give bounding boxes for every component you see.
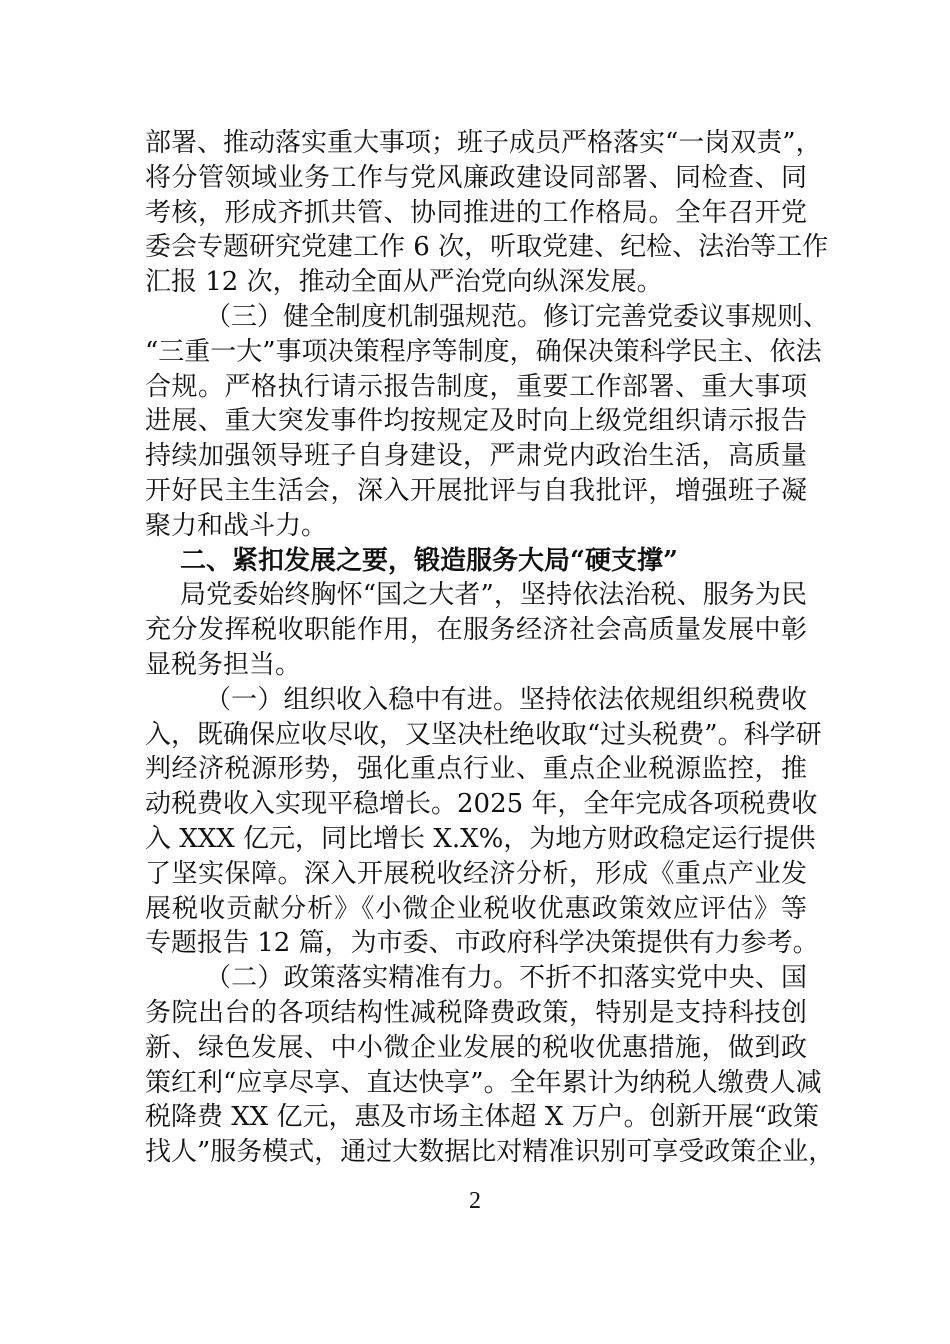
section-heading: 二、紧扣发展之要，锻造服务大局“硬支撑” — [180, 545, 678, 576]
subsection-heading-line: （三）健全制度机制强规范。修订完善党委议事规则、 — [205, 301, 830, 332]
text-line: 动税费收入实现平稳增长。2025 年，全年完成各项税费收 — [145, 789, 818, 820]
text-line: 进展、重大突发事件均按规定及时向上级党组织请示报告 — [145, 406, 807, 437]
text-line: 部署、推动落实重大事项；班子成员严格落实“一岗双责”， — [145, 128, 822, 158]
text-line: 找人”服务模式，通过大数据比对精准识别可享受政策企业， — [145, 1137, 835, 1168]
text-line: 策红利“应享尽享、直达快享”。全年累计为纳税人缴费人减 — [145, 1067, 822, 1098]
text-line: 聚力和战斗力。 — [145, 510, 328, 541]
text-line: 新、绿色发展、中小微企业发展的税收优惠措施，做到政 — [145, 1032, 807, 1063]
text-line: 专题报告 12 篇，为市委、市政府科学决策提供有力参考。 — [145, 928, 819, 959]
text-line: 务院出台的各项结构性减税降费政策，特别是支持科技创 — [145, 997, 807, 1028]
text-line: 充分发挥税收职能作用，在服务经济社会高质量发展中彰 — [145, 615, 807, 646]
text-line: 入，既确保应收尽收，又坚决杜绝收取“过头税费”。科学研 — [145, 719, 822, 750]
subsection-heading-line: （二）政策落实精准有力。不折不扣落实党中央、国 — [205, 963, 807, 994]
text-line: 开好民主生活会，深入开展批评与自我批评，增强班子凝 — [145, 475, 807, 506]
text-line: 局党委始终胸怀“国之大者”，坚持依法治税、服务为民 — [180, 580, 807, 611]
text-line: 显税务担当。 — [145, 649, 302, 680]
document-body — [145, 126, 835, 1170]
text-line: 入 XXX 亿元，同比增长 X.X%，为地方财政稳定运行提供 — [145, 823, 816, 854]
text-line: “三重一大”事项决策程序等制度，确保决策科学民主、依法 — [145, 336, 822, 367]
text-line: 考核，形成齐抓共管、协同推进的工作格局。全年召开党 — [145, 197, 807, 228]
text-line: 合规。严格执行请示报告制度，重要工作部署、重大事项 — [145, 371, 807, 402]
subsection-heading-line: （一）组织收入稳中有进。坚持依法依规组织税费收 — [205, 684, 807, 715]
text-line: 将分管领域业务工作与党风廉政建设同部署、同检查、同 — [145, 162, 807, 193]
text-line: 税降费 XX 亿元，惠及市场主体超 X 万户。创新开展“政策 — [145, 1102, 819, 1133]
text-line: 持续加强领导班子自身建设，严肃党内政治生活，高质量 — [145, 441, 807, 472]
text-line: 汇报 12 次，推动全面从严治党向纵深发展。 — [145, 267, 663, 298]
text-line: 展税收贡献分析》《小微企业税收优惠政策效应评估》等 — [145, 893, 807, 924]
text-line: 判经济税源形势，强化重点行业、重点企业税源监控，推 — [145, 754, 807, 785]
text-line: 委会专题研究党建工作 6 次，听取党建、纪检、法治等工作 — [145, 232, 829, 263]
page-number: 2 — [469, 1188, 481, 1214]
text-line: 了坚实保障。深入开展税收经济分析，形成《重点产业发 — [145, 858, 807, 889]
